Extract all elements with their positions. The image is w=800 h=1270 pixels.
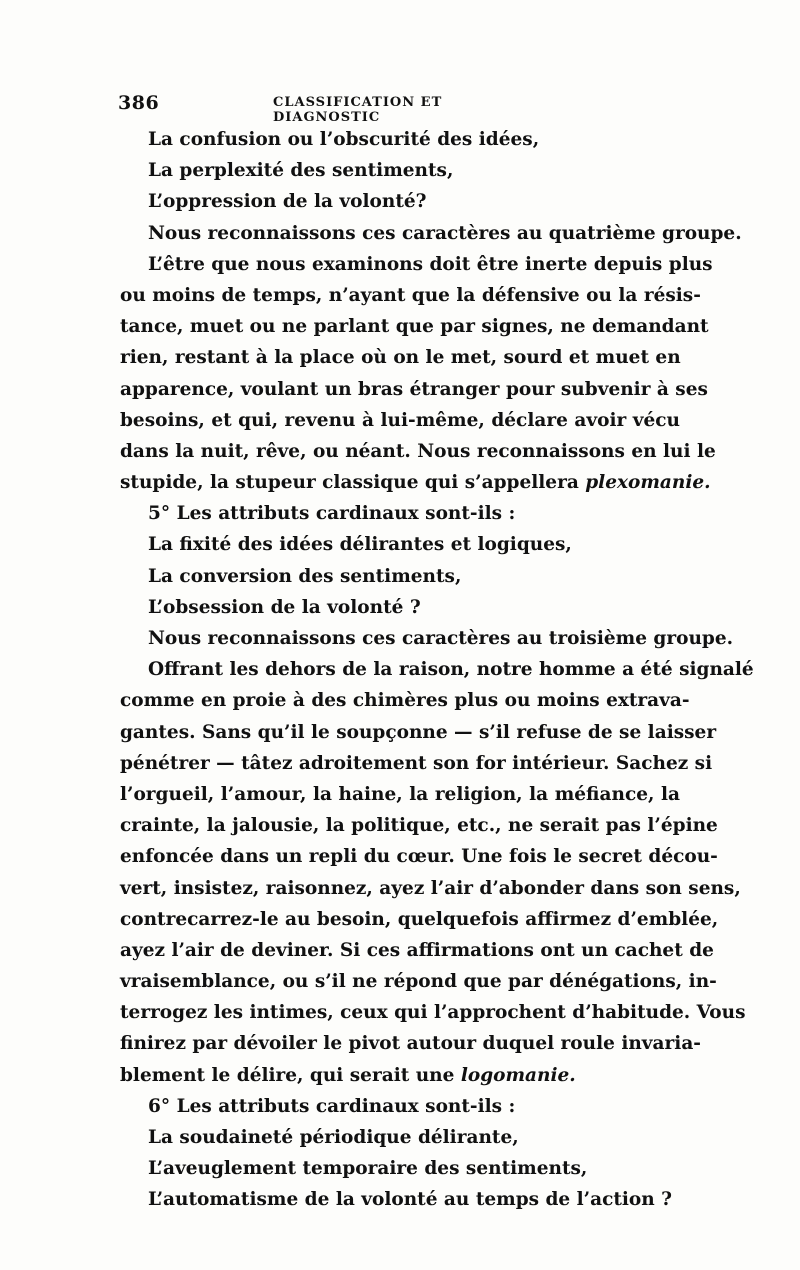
text-line: l’orgueil, l’amour, la haine, la religion, la méfiance, la bbox=[120, 783, 680, 805]
text-line: L’aveuglement temporaire des sentiments, bbox=[148, 1158, 588, 1180]
text-line: L’oppression de la volonté? bbox=[148, 191, 427, 213]
text-line: tance, muet ou ne parlant que par signes, ne demandant bbox=[120, 316, 709, 338]
text-line: Nous reconnaissons ces caractères au quatrième groupe. bbox=[148, 222, 742, 244]
text-line: La soudaineté périodique délirante, bbox=[148, 1127, 519, 1148]
text-line: ou moins de temps, n’ayant que la défensive ou la résis- bbox=[120, 284, 701, 306]
text-line: terrogez les intimes, ceux qui l’approchent d’habitude. Vous bbox=[120, 1002, 746, 1024]
text-line: L’obsession de la volonté ? bbox=[148, 596, 421, 618]
running-head: CLASSIFICATION ET DIAGNOSTIC bbox=[273, 95, 443, 125]
text-line: besoins, et qui, revenu à lui-même, déclare avoir vécu bbox=[120, 409, 680, 431]
text-line: dans la nuit, rêve, ou néant. Nous reconnaissons en lui le bbox=[120, 440, 716, 462]
text-line: crainte, la jalousie, la politique, etc., ne serait pas l’épine bbox=[120, 815, 718, 837]
text-line: vert, insistez, raisonnez, ayez l’air d’abonder dans son sens, bbox=[120, 877, 741, 899]
text-line: blement le délire, qui serait une logomanie. bbox=[120, 1064, 576, 1086]
text-line: gantes. Sans qu’il le soupçonne — s’il refuse de se laisser bbox=[120, 721, 717, 743]
text-line: rien, restant à la place où on le met, sourd et muet en bbox=[120, 347, 681, 369]
text-line: apparence, voulant un bras étranger pour subvenir à ses bbox=[120, 378, 708, 400]
text-line: 6° Les attributs cardinaux sont-ils : bbox=[148, 1095, 516, 1117]
text-line: La perplexité des sentiments, bbox=[148, 160, 454, 182]
text-line: Nous reconnaissons ces caractères au troisième groupe. bbox=[148, 628, 734, 649]
text-line: 5° Les attributs cardinaux sont-ils : bbox=[148, 503, 516, 525]
page-header bbox=[118, 92, 548, 125]
text-line: ayez l’air de deviner. Si ces affirmations ont un cachet de bbox=[120, 939, 714, 961]
text-line: Offrant les dehors de la raison, notre homme a été signalé bbox=[148, 659, 754, 681]
text-line: La confusion ou l’obscurité des idées, bbox=[148, 129, 540, 150]
text-line: pénétrer — tâtez adroitement son for intérieur. Sachez si bbox=[120, 752, 713, 774]
text-line: finirez par dévoiler le pivot autour duquel roule invaria- bbox=[120, 1033, 701, 1055]
text-line: La conversion des sentiments, bbox=[148, 565, 462, 587]
text-line: L’être que nous examinons doit être inerte depuis plus bbox=[148, 253, 713, 275]
text-line: comme en proie à des chimères plus ou moins extrava- bbox=[120, 690, 690, 712]
page-number: 386 bbox=[118, 92, 160, 114]
text-line: contrecarrez-le au besoin, quelquefois affirmez d’emblée, bbox=[120, 908, 719, 930]
text-line: vraisemblance, ou s’il ne répond que par dénégations, in- bbox=[120, 971, 717, 993]
text-line: La fixité des idées délirantes et logiques, bbox=[148, 534, 572, 556]
text-line: stupide, la stupeur classique qui s’appellera plexomanie. bbox=[120, 472, 711, 494]
text-line: L’automatisme de la volonté au temps de l’action ? bbox=[148, 1189, 673, 1211]
text-line: enfoncée dans un repli du cœur. Une fois le secret décou- bbox=[120, 846, 718, 868]
body-text bbox=[120, 124, 754, 1216]
